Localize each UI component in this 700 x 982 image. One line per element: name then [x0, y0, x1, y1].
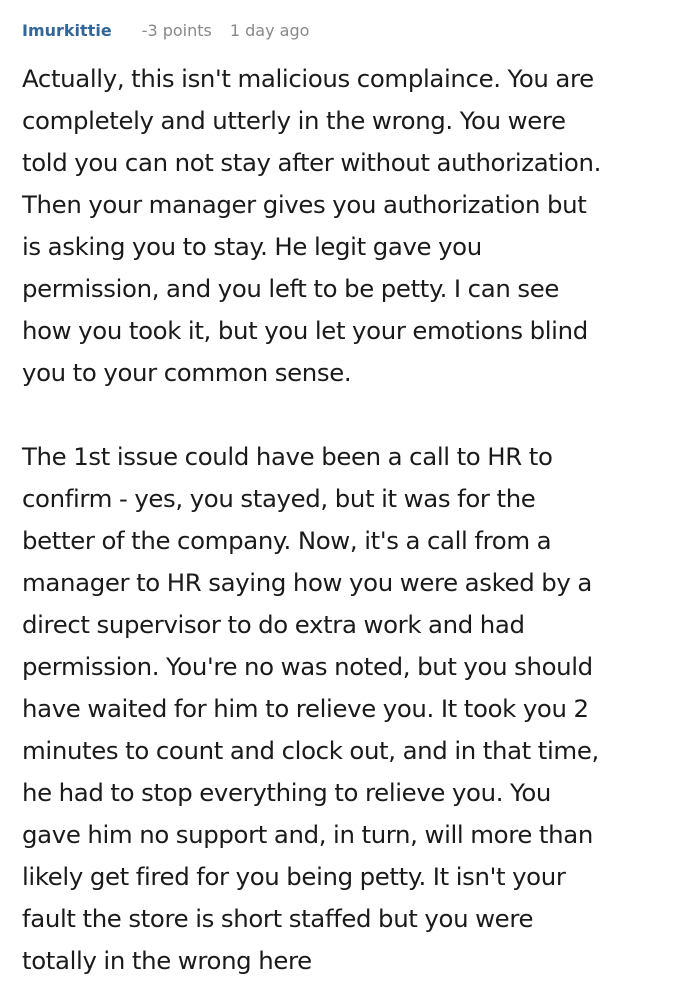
comment-author[interactable]: Imurkittie: [22, 21, 112, 40]
comment-paragraph: Actually, this isn't malicious complaince. You are completely and utterly in the wrong. You were told you can not stay after without authorization. Then your manager gives you authorization but is asking you to stay. He legit gave you permission, and you left to be petty. I can see how you took it, but you let your emotions blind you to your common sense.: [22, 64, 602, 387]
comment-meta: [22, 0, 678, 58]
comment-points: -3 points: [141, 21, 212, 40]
comment-body: [22, 58, 678, 982]
comment-paragraph: The 1st issue could have been a call to HR to confirm - yes, you stayed, but it was for the better of the company. Now, it's a call from a manager to HR saying how you were asked by a direct supervisor to do extra work and had permission. You're no was noted, but you should have waited for him to relieve you. It took you 2 minutes to count and clock out, and in that time, he had to stop everything to relieve you. You gave him no support and, in turn, will more than likely get fired for you being petty. It isn't your fault the store is short staffed but you were totally in the wrong here: [22, 442, 599, 975]
comment-timestamp: 1 day ago: [229, 21, 310, 40]
